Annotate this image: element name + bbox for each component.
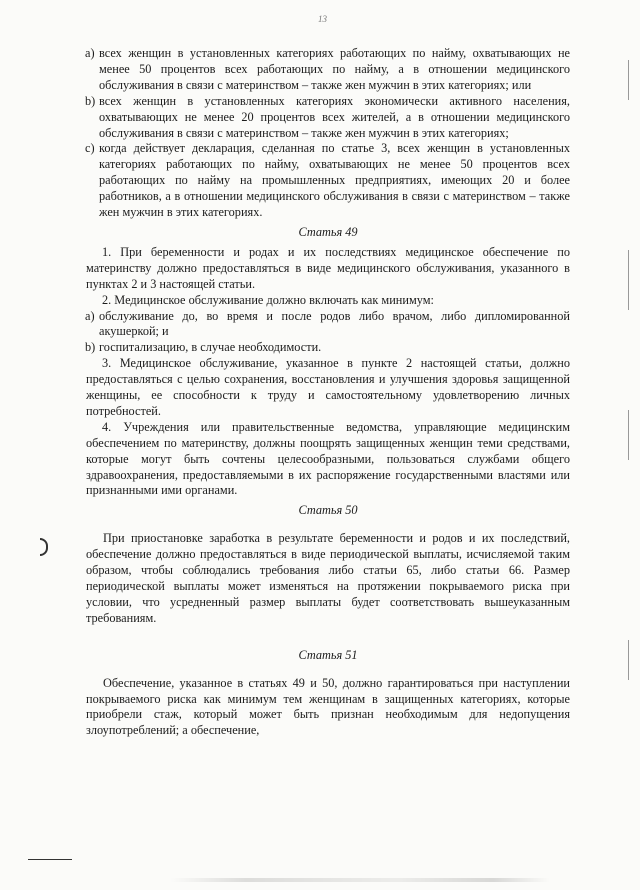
document-body (86, 46, 570, 739)
scan-smudge (170, 878, 550, 882)
list-item (86, 141, 570, 221)
list-item (86, 46, 570, 94)
list-marker: a) (85, 308, 95, 323)
list-marker: a) (85, 46, 95, 60)
list-item-text: обслуживание до, во время и после родов либо врачом, либо дипломированной акушеркой; и (99, 308, 570, 339)
list-item-text: госпитализацию, в случае необходимости. (99, 340, 322, 355)
list-marker: b) (85, 340, 96, 355)
list-item (86, 340, 570, 356)
list-item-text: всех женщин в установленных категориях работающих по найму, охватывающих не менее 50 процентов всех работающих по найму, а в отношении медицинского обслуживания в связи с материнством – также жен мужчин в этих категориях; или (99, 46, 570, 92)
scan-edge-mark (628, 410, 629, 460)
scan-edge-mark (628, 250, 629, 310)
article-49-paragraph-3: 3. Медицинское обслуживание, указанное в пункте 2 настоящей статьи, должно предоставляться с целью сохранения, восстановления и улучшения здоровья защищенной женщины, ее способности к труду и самостоятельному удовлетворению личных потребностей. (86, 356, 570, 418)
article-49-paragraph-1: 1. При беременности и родах и их последствиях медицинское обеспечение по материнству должно предоставляться в виде медицинского обслуживания, указанного в пунктах 2 и 3 настоящей статьи. (86, 244, 570, 291)
article-49-paragraph-2: 2. Медицинское обслуживание должно включать как минимум: (102, 292, 434, 307)
scan-edge-line (28, 859, 72, 860)
article-49-paragraph-4: 4. Учреждения или правительственные ведомства, управляющие медицинским обеспечением по материнству, должны поощрять защищенных женщин теми средствами, которые могут быть сочтены целесообразными, пользоваться службами общего здравоохранения, предоставляемыми в их распоряжение государственными властями или признанными ими органами. (86, 419, 570, 498)
article-50-paragraph-1: При приостановке заработка в результате беременности и родов и их последствий, обеспечение должно предоставляться в виде периодической выплаты, исчисляемой таким образом, чтобы соблюдались требования либо статьи 65, либо статьи 66. Размер периодической выплаты может изменяться на протяжении покрываемого риска при условии, что усредненный размер выплаты будет соответствовать вышеуказанным требованиям. (86, 531, 570, 625)
article-49-heading: Статья 49 (298, 224, 358, 239)
scan-edge-mark (628, 60, 629, 100)
list-marker: b) (85, 93, 96, 108)
binding-mark (40, 538, 48, 556)
article-51-paragraph-1: Обеспечение, указанное в статьях 49 и 50, должно гарантироваться при наступлении покрываемого риска как минимум тем женщинам в защищенных категориях, которые приобрели стаж, который может быть признан необходимым для недопущения злоупотреблений; а обеспечение, (86, 675, 570, 738)
list-item (86, 94, 570, 142)
list-marker: c) (85, 141, 95, 156)
list-item (86, 309, 570, 341)
list-item-text: всех женщин в установленных категориях экономически активного населения, охватывающих не менее 20 процентов всех жителей, а в отношении медицинского обслуживания в связи с материнством – также жен мужчин в этих категориях; (99, 93, 570, 140)
list-item-text: когда действует декларация, сделанная по статье 3, всех женщин в установленных категориях работающих по найму, охватывающих не менее 50 процентов всех работающих по найму на промышленных предприятиях, имеющих 20 и более работников, а в отношении медицинского обслуживания в связи с материнством – также жен мужчин в этих категориях. (99, 141, 570, 220)
page-number: 13 (318, 14, 327, 24)
article-51-heading: Статья 51 (298, 647, 358, 662)
scan-edge-mark (628, 640, 629, 680)
article-50-heading: Статья 50 (298, 503, 358, 518)
